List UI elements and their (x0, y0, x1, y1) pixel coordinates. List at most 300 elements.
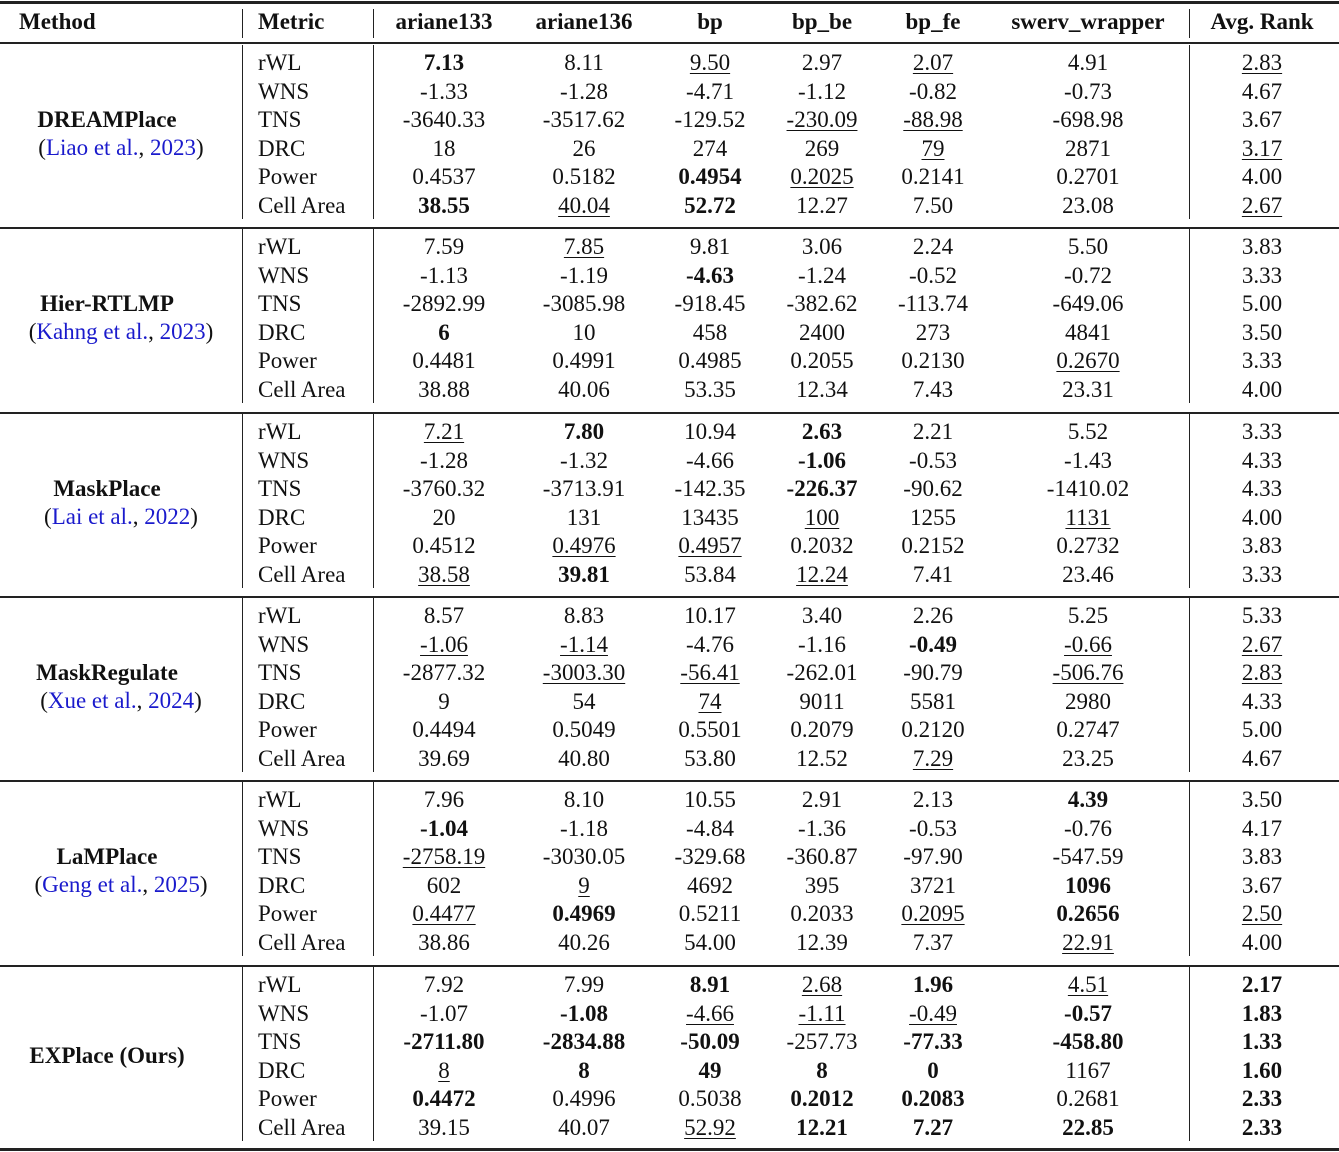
cell-ariane136 (514, 192, 654, 220)
cell-value: 54 (572, 688, 596, 714)
group-rule (0, 412, 1339, 414)
cell-value: 2.68 (801, 972, 843, 997)
cell-ariane133 (374, 192, 514, 220)
cell-bp-be (766, 319, 878, 347)
cell-swerv-wrapper (988, 561, 1188, 589)
cell-swerv-wrapper (988, 786, 1188, 814)
metric-label: TNS (258, 660, 302, 686)
cell-value: -3030.05 (542, 844, 626, 870)
cell-value: 2.67 (1241, 193, 1283, 218)
cell-bp-fe (878, 971, 988, 999)
cell-value: 22.91 (1062, 930, 1114, 955)
cell-swerv-wrapper (988, 262, 1188, 290)
cell-ariane136 (514, 1085, 654, 1113)
cell-value: -1410.02 (1046, 476, 1130, 502)
column-divider (373, 229, 374, 403)
cell-bp-fe (878, 1085, 988, 1113)
header-method: Method (19, 9, 96, 34)
cell-avg-rank (1192, 78, 1332, 106)
cite-year-link[interactable]: 2024 (148, 687, 195, 713)
cell-value: 40.26 (558, 930, 610, 955)
cell-value: -0.49 (909, 631, 957, 657)
metric-label: rWL (258, 972, 302, 997)
cell-value: -698.98 (1052, 107, 1124, 133)
cite-paren-open: ( (28, 318, 37, 344)
cite-authors-link[interactable]: Liao et al. (45, 134, 139, 160)
header-ariane136: ariane136 (535, 9, 633, 34)
cell-swerv-wrapper (988, 192, 1188, 220)
cell-value: 54.00 (684, 930, 736, 955)
cell-value: 602 (426, 872, 462, 898)
cell-value: 40.06 (558, 377, 610, 402)
cell-value: 8.10 (563, 787, 605, 812)
cell-ariane133 (374, 532, 514, 560)
cell-value: 12.34 (796, 377, 848, 402)
cell-bp-be (766, 872, 878, 900)
metric-label: Power (258, 1086, 317, 1112)
cite-paren-close: ) (190, 503, 198, 529)
cell-ariane133 (374, 786, 514, 814)
cell-ariane133 (374, 418, 514, 446)
cell-value: -0.66 (1064, 631, 1112, 657)
cell-avg-rank (1192, 106, 1332, 134)
cell-value: 1.60 (1241, 1057, 1283, 1083)
cell-value: 53.35 (684, 377, 736, 402)
cell-ariane133 (374, 602, 514, 630)
cell-bp-be (766, 631, 878, 659)
cell-value: -262.01 (786, 660, 858, 686)
cite-sep: , (148, 318, 160, 344)
cell-value: 3721 (910, 872, 956, 898)
metric-label: Power (258, 348, 317, 374)
cell-bp-be (766, 135, 878, 163)
metric-label: Cell Area (258, 930, 346, 955)
cell-ariane136 (514, 843, 654, 871)
cell-value: 3.06 (801, 234, 843, 259)
cell-value: 7.13 (423, 50, 465, 75)
cell-value: -0.72 (1064, 262, 1112, 288)
method-citation (0, 134, 242, 162)
cell-value: 0.4472 (412, 1086, 476, 1112)
cell-value: 0.2025 (790, 164, 854, 190)
cell-ariane136 (514, 1028, 654, 1056)
cell-value: -1.18 (560, 815, 608, 841)
group-rule (0, 780, 1339, 782)
cell-value: 10.55 (684, 787, 736, 812)
cell-value: 0.5501 (678, 717, 742, 743)
cell-bp (654, 1000, 766, 1028)
cell-value: 4.00 (1241, 377, 1283, 402)
cell-bp-be (766, 49, 878, 77)
cell-value: 3.50 (1241, 787, 1283, 812)
cell-bp (654, 475, 766, 503)
cite-sep: , (138, 134, 151, 160)
cell-value: 0.4481 (412, 348, 476, 374)
cell-avg-rank (1192, 786, 1332, 814)
cell-avg-rank (1192, 376, 1332, 404)
cell-bp (654, 78, 766, 106)
cell-value: 0.2083 (901, 1086, 965, 1112)
metric-label: rWL (258, 787, 302, 812)
cell-avg-rank (1192, 561, 1332, 589)
cell-bp-fe (878, 716, 988, 744)
cell-bp-be (766, 418, 878, 446)
cell-swerv-wrapper (988, 49, 1188, 77)
cell-value: 12.24 (796, 562, 848, 587)
cell-value: 0.2152 (901, 533, 965, 559)
cell-ariane136 (514, 688, 654, 716)
cell-bp (654, 106, 766, 134)
cell-bp-be (766, 78, 878, 106)
cell-swerv-wrapper (988, 631, 1188, 659)
cell-bp (654, 418, 766, 446)
cell-value: 8 (816, 1057, 828, 1083)
metric-label: Cell Area (258, 377, 346, 402)
cell-bp-fe (878, 872, 988, 900)
cell-swerv-wrapper (988, 971, 1188, 999)
cell-value: -3085.98 (542, 291, 626, 317)
cell-value: 3.33 (1241, 562, 1283, 587)
cell-value: 0.2656 (1056, 901, 1120, 927)
cite-paren-open: ( (34, 871, 43, 897)
cell-ariane136 (514, 631, 654, 659)
cell-value: 7.59 (423, 234, 465, 259)
cell-value: 0.4985 (678, 348, 742, 374)
metric-label: Cell Area (258, 1115, 346, 1140)
column-divider (373, 782, 374, 956)
cell-ariane133 (374, 49, 514, 77)
cell-value: 1.33 (1241, 1029, 1283, 1055)
cell-ariane133 (374, 447, 514, 475)
cell-value: 4692 (687, 872, 733, 898)
header-divider (242, 9, 243, 38)
header-bp-fe: bp_fe (905, 9, 961, 34)
cell-bp (654, 745, 766, 773)
cell-ariane136 (514, 1000, 654, 1028)
cell-ariane133 (374, 1114, 514, 1142)
cell-avg-rank (1192, 631, 1332, 659)
cell-ariane136 (514, 872, 654, 900)
metric-label: WNS (258, 1000, 310, 1026)
cite-year-link[interactable]: 2025 (153, 871, 200, 897)
cell-value: 7.99 (563, 972, 605, 997)
cell-ariane133 (374, 233, 514, 261)
cite-paren-open: ( (44, 503, 52, 529)
cell-bp-be (766, 192, 878, 220)
metric-label: WNS (258, 447, 310, 473)
cell-value: 2.26 (912, 603, 954, 628)
cell-bp (654, 163, 766, 191)
cell-avg-rank (1192, 688, 1332, 716)
cell-ariane136 (514, 135, 654, 163)
cell-value: 4.67 (1241, 746, 1283, 771)
cell-value: -547.59 (1052, 844, 1124, 870)
cell-value: -1.06 (798, 447, 846, 473)
cell-ariane133 (374, 376, 514, 404)
cell-ariane136 (514, 602, 654, 630)
header-avg-rank: Avg. Rank (1210, 9, 1314, 34)
cell-bp-fe (878, 49, 988, 77)
cell-value: 4.39 (1067, 787, 1109, 812)
cell-bp-fe (878, 233, 988, 261)
column-divider (373, 414, 374, 588)
cell-value: -0.49 (909, 1000, 957, 1026)
cell-value: -129.52 (674, 107, 746, 133)
cell-value: 0.2747 (1056, 717, 1120, 743)
cell-value: 5.00 (1241, 291, 1283, 317)
cell-avg-rank (1192, 843, 1332, 871)
cell-value: 38.88 (418, 377, 470, 402)
cell-bp-fe (878, 319, 988, 347)
cell-value: -77.33 (903, 1029, 963, 1055)
cell-swerv-wrapper (988, 376, 1188, 404)
cell-value: -918.45 (674, 291, 746, 317)
cite-authors-link[interactable]: Geng et al. (42, 871, 143, 897)
cell-value: -1.16 (798, 631, 846, 657)
cell-value: -0.53 (909, 447, 957, 473)
cell-ariane136 (514, 262, 654, 290)
cite-authors-link[interactable]: Lai et al. (51, 503, 133, 529)
metric-label: Cell Area (258, 562, 346, 587)
cell-ariane133 (374, 815, 514, 843)
metric-label: DRC (258, 135, 306, 161)
cell-bp (654, 233, 766, 261)
cell-bp-be (766, 900, 878, 928)
cell-bp (654, 659, 766, 687)
cell-avg-rank (1192, 1028, 1332, 1056)
cell-value: 7.27 (912, 1115, 954, 1140)
metric-label: DRC (258, 1057, 306, 1083)
top-rule (0, 1, 1339, 4)
cell-bp (654, 929, 766, 957)
cell-value: 4.00 (1241, 930, 1283, 955)
cell-ariane133 (374, 900, 514, 928)
cell-bp (654, 1057, 766, 1085)
cell-bp-fe (878, 78, 988, 106)
cell-value: 39.69 (418, 746, 470, 771)
metric-label: TNS (258, 291, 302, 317)
cell-ariane136 (514, 561, 654, 589)
cell-value: -360.87 (786, 844, 858, 870)
cell-ariane133 (374, 688, 514, 716)
cell-ariane133 (374, 106, 514, 134)
cell-swerv-wrapper (988, 418, 1188, 446)
cell-bp (654, 872, 766, 900)
column-divider (1189, 414, 1190, 588)
cell-bp-be (766, 106, 878, 134)
cite-year-link[interactable]: 2023 (150, 134, 197, 160)
cell-bp-be (766, 1057, 878, 1085)
cite-sep: , (142, 871, 154, 897)
cell-bp-be (766, 786, 878, 814)
cell-ariane133 (374, 1028, 514, 1056)
cell-value: 7.92 (423, 972, 465, 997)
cell-bp-fe (878, 843, 988, 871)
cell-bp-fe (878, 929, 988, 957)
method-citation (0, 318, 242, 346)
cell-ariane133 (374, 745, 514, 773)
cell-ariane133 (374, 163, 514, 191)
cell-bp (654, 843, 766, 871)
cell-value: 8 (578, 1057, 590, 1083)
cell-value: -2711.80 (403, 1029, 485, 1055)
cell-swerv-wrapper (988, 843, 1188, 871)
cell-ariane136 (514, 1114, 654, 1142)
cell-value: 0.4969 (552, 901, 616, 927)
cell-ariane136 (514, 745, 654, 773)
cell-value: 0 (927, 1057, 939, 1083)
group-rule (0, 596, 1339, 598)
cell-value: 0.4477 (412, 901, 476, 927)
cite-paren-close: ) (194, 687, 202, 713)
cell-value: 4.67 (1241, 78, 1283, 104)
cell-ariane136 (514, 49, 654, 77)
cell-value: 9.81 (689, 234, 731, 259)
cell-avg-rank (1192, 815, 1332, 843)
cell-value: 12.39 (796, 930, 848, 955)
cell-value: 458 (692, 319, 728, 345)
cell-value: 40.80 (558, 746, 610, 771)
cell-value: -4.66 (686, 447, 734, 473)
cite-authors-link[interactable]: Kahng et al. (36, 318, 149, 344)
cell-value: 12.27 (796, 193, 848, 218)
cite-paren-open: ( (40, 687, 48, 713)
cite-paren-close: ) (199, 871, 208, 897)
cell-value: 10 (572, 319, 596, 345)
cell-bp (654, 504, 766, 532)
cell-value: 0.2079 (790, 717, 854, 743)
cell-bp-fe (878, 192, 988, 220)
cell-value: 5581 (910, 688, 956, 714)
cell-value: 0.2033 (790, 901, 854, 927)
cell-value: 269 (804, 135, 840, 161)
cell-value: 0.2681 (1056, 1086, 1120, 1112)
cell-value: 0.5182 (552, 164, 616, 190)
cell-bp (654, 900, 766, 928)
cite-year-link[interactable]: 2022 (144, 503, 191, 529)
column-divider (1189, 967, 1190, 1141)
cell-ariane133 (374, 716, 514, 744)
cell-value: -88.98 (903, 107, 963, 133)
cell-value: -2892.99 (402, 291, 486, 317)
cell-value: -0.53 (909, 815, 957, 841)
cell-value: 0.5049 (552, 717, 616, 743)
method-name: LaMPlace (56, 843, 158, 869)
cell-value: 2.83 (1241, 50, 1283, 75)
cell-ariane133 (374, 262, 514, 290)
cell-swerv-wrapper (988, 475, 1188, 503)
cell-ariane136 (514, 418, 654, 446)
cell-ariane136 (514, 447, 654, 475)
cell-value: 40.07 (558, 1115, 610, 1140)
cell-value: 5.00 (1241, 717, 1283, 743)
header-swerv-wrapper: swerv_wrapper (1011, 9, 1165, 34)
cell-value: 2.13 (912, 787, 954, 812)
cell-value: -0.57 (1064, 1000, 1112, 1026)
cell-ariane133 (374, 135, 514, 163)
cell-swerv-wrapper (988, 78, 1188, 106)
cell-avg-rank (1192, 504, 1332, 532)
cell-bp-fe (878, 532, 988, 560)
cell-ariane136 (514, 786, 654, 814)
cell-value: 4.33 (1241, 447, 1283, 473)
cell-value: 7.29 (912, 746, 954, 771)
metric-label: rWL (258, 603, 302, 628)
cell-bp-be (766, 1000, 878, 1028)
cell-value: 0.4976 (552, 533, 616, 559)
cell-bp-fe (878, 135, 988, 163)
cell-bp-be (766, 475, 878, 503)
cell-avg-rank (1192, 135, 1332, 163)
cell-avg-rank (1192, 475, 1332, 503)
cell-value: 10.17 (684, 603, 736, 628)
cell-swerv-wrapper (988, 815, 1188, 843)
cell-bp (654, 786, 766, 814)
cell-value: 0.2120 (901, 717, 965, 743)
cell-value: 9 (578, 872, 590, 898)
cell-value: 0.4996 (552, 1086, 616, 1112)
cell-avg-rank (1192, 659, 1332, 687)
cell-value: 0.4537 (412, 164, 476, 190)
column-divider (1189, 45, 1190, 219)
column-divider (242, 45, 243, 219)
cell-value: 0.5038 (678, 1086, 742, 1112)
column-divider (373, 967, 374, 1141)
cell-value: 2.97 (801, 50, 843, 75)
cell-value: 1096 (1065, 872, 1111, 898)
cell-value: 0.2012 (790, 1086, 854, 1112)
cell-bp-be (766, 929, 878, 957)
cell-value: 2.17 (1241, 972, 1283, 997)
cell-value: -1.28 (420, 447, 468, 473)
cell-bp-be (766, 1114, 878, 1142)
cell-value: 3.17 (1241, 135, 1283, 161)
cell-bp-be (766, 532, 878, 560)
metric-label: DRC (258, 688, 306, 714)
cite-authors-link[interactable]: Xue et al. (47, 687, 137, 713)
cell-avg-rank (1192, 290, 1332, 318)
cell-ariane136 (514, 78, 654, 106)
cell-value: 2.83 (1241, 660, 1283, 686)
cite-year-link[interactable]: 2023 (159, 318, 206, 344)
cell-value: 10.94 (684, 419, 736, 444)
cell-value: 7.85 (563, 234, 605, 259)
cell-bp-be (766, 815, 878, 843)
cell-value: 7.41 (912, 562, 954, 587)
cite-sep: , (136, 687, 149, 713)
metric-label: TNS (258, 476, 302, 502)
cell-avg-rank (1192, 192, 1332, 220)
cell-value: 2980 (1065, 688, 1111, 714)
cell-avg-rank (1192, 163, 1332, 191)
cell-value: 0.4957 (678, 533, 742, 559)
cell-ariane136 (514, 929, 654, 957)
cell-swerv-wrapper (988, 745, 1188, 773)
cell-bp-be (766, 716, 878, 744)
cell-value: 9011 (799, 688, 845, 714)
cell-value: -329.68 (674, 844, 746, 870)
cell-value: 2.07 (912, 50, 954, 75)
cell-value: 4.00 (1241, 504, 1283, 530)
cell-ariane133 (374, 504, 514, 532)
cell-bp-fe (878, 815, 988, 843)
cell-bp (654, 135, 766, 163)
group-rule (0, 227, 1339, 229)
cell-value: 3.83 (1241, 533, 1283, 559)
cell-value: -1.06 (420, 631, 468, 657)
cell-ariane133 (374, 1057, 514, 1085)
cell-value: -3760.32 (402, 476, 486, 502)
